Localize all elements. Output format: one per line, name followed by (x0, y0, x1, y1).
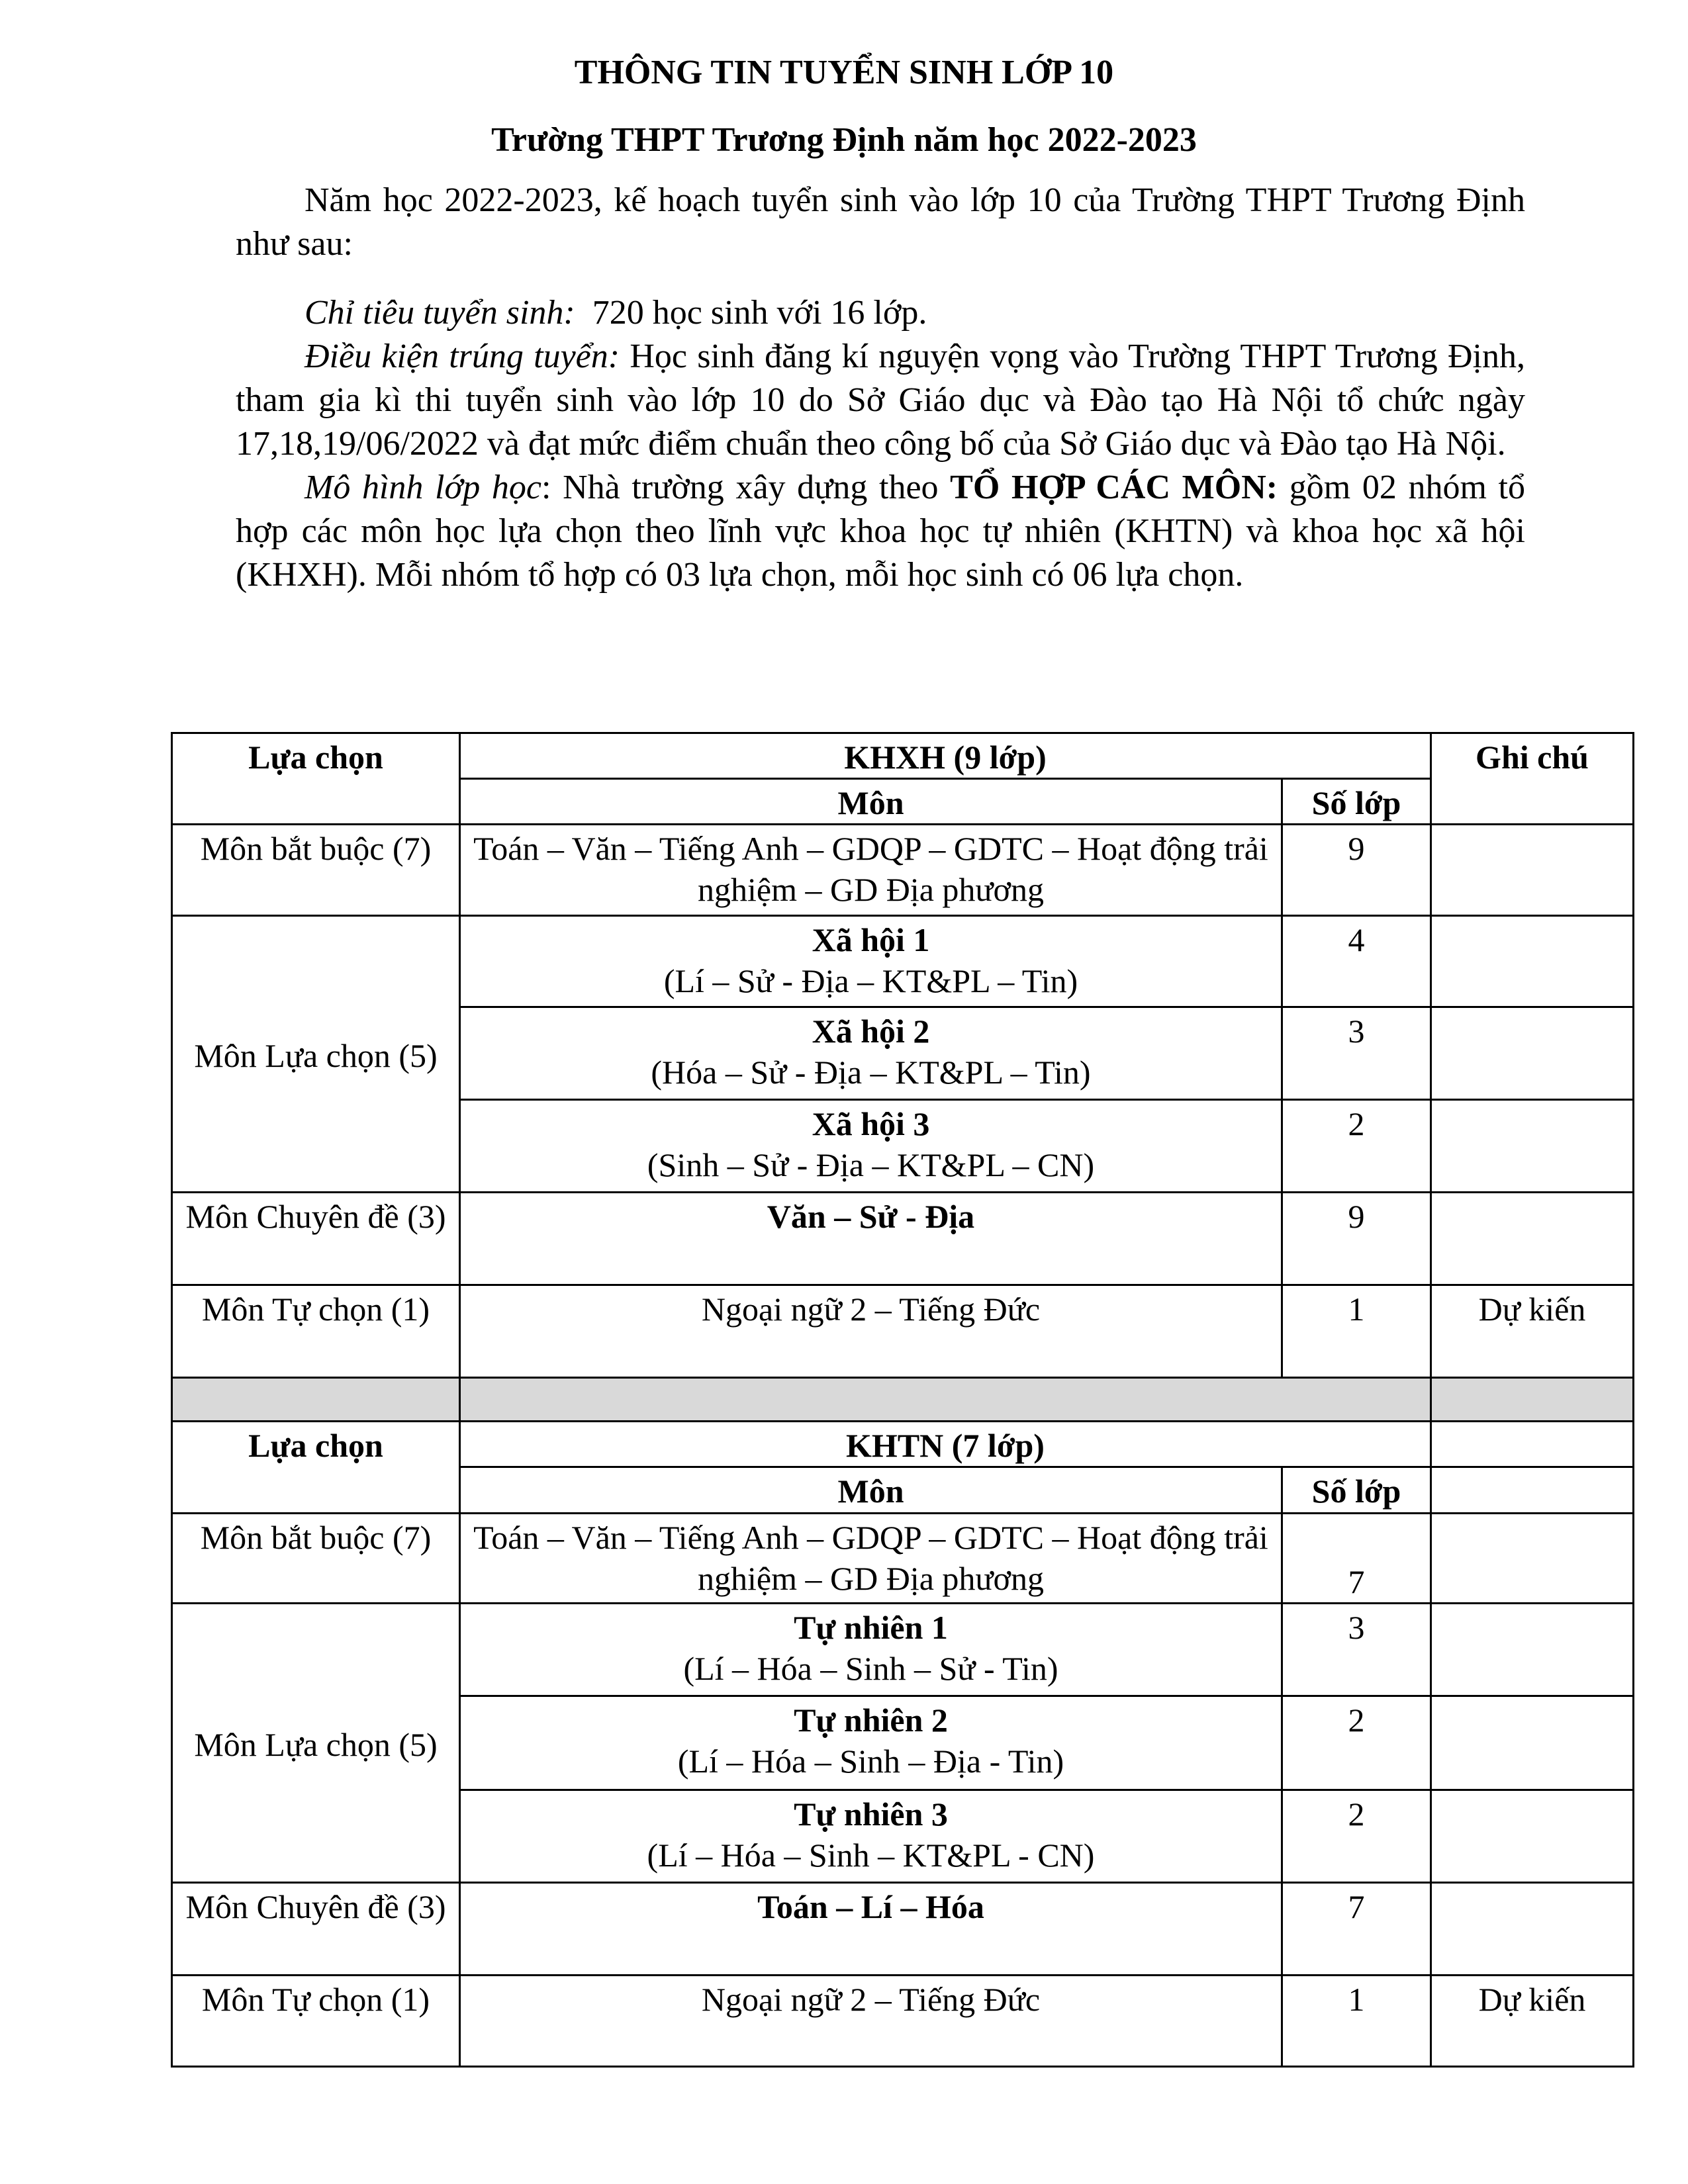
page-subtitle: Trường THPT Trương Định năm học 2022-2023 (491, 121, 1197, 159)
khtn-topic-label: Môn Chuyên đề (3) (172, 1883, 460, 1976)
khxh-elective-row-1 (172, 916, 1634, 1007)
khxh-group-1-classes: 4 (1282, 916, 1431, 1007)
model-pre: : Nhà trường xây dựng theo (541, 469, 951, 506)
intro-text: Năm học 2022-2023, kế hoạch tuyển sinh vào lớp 10 của Trường THPT Trương Định như sau: (236, 181, 1525, 263)
khxh-topic-subjects: Văn – Sử - Địa (460, 1193, 1282, 1285)
khxh-required-row (172, 825, 1634, 916)
khxh-group-3-classes: 2 (1282, 1100, 1431, 1193)
khxh-header-row (172, 733, 1634, 779)
khxh-optional-note: Dự kiến (1431, 1285, 1634, 1378)
khtn-elective-label: Môn Lựa chọn (5) (172, 1604, 460, 1883)
khtn-topic-classes: 7 (1282, 1883, 1431, 1976)
khxh-elective-label: Môn Lựa chọn (5) (172, 916, 460, 1193)
khtn-choice-header: Lựa chọn (172, 1422, 460, 1514)
khtn-subject-header: Môn (460, 1467, 1282, 1514)
khxh-subject-header: Môn (460, 779, 1282, 825)
khxh-group-3-name: Xã hội 3 (812, 1105, 930, 1142)
khxh-group-1 (460, 916, 1282, 1007)
khtn-optional-row (172, 1976, 1634, 2067)
khtn-classes-header: Số lớp (1282, 1467, 1431, 1514)
khxh-optional-classes: 1 (1282, 1285, 1431, 1378)
khxh-note-header: Ghi chú (1431, 733, 1634, 825)
admission-table (171, 732, 1634, 2068)
khtn-group-3-subjects: (Lí – Hóa – Sinh – KT&PL - CN) (647, 1837, 1095, 1874)
khxh-required-subjects: Toán – Văn – Tiếng Anh – GDQP – GDTC – Hoạt động trải nghiệm – GD Địa phương (460, 825, 1282, 916)
khtn-group-1-name: Tự nhiên 1 (794, 1609, 948, 1646)
khtn-group-1-note (1431, 1604, 1634, 1696)
khtn-group-2 (460, 1696, 1282, 1790)
khxh-topic-row (172, 1193, 1634, 1285)
khtn-group-3-classes: 2 (1282, 1790, 1431, 1883)
khxh-group-2-subjects: (Hóa – Sử - Địa – KT&PL – Tin) (651, 1054, 1091, 1091)
khtn-group-3-name: Tự nhiên 3 (794, 1796, 948, 1833)
khtn-group-3 (460, 1790, 1282, 1883)
condition-line (236, 335, 1525, 466)
khtn-group-3-note (1431, 1790, 1634, 1883)
khxh-required-note (1431, 825, 1634, 916)
khtn-optional-subjects: Ngoại ngữ 2 – Tiếng Đức (460, 1976, 1282, 2067)
model-post: gồm 02 nhóm tổ hợp các môn học lựa chọn theo lĩnh vực khoa học tự nhiên (KHTN) và khoa học xã hội (KHXH). Mỗi nhóm tổ hợp có 03 lựa chọn, mỗi học sinh có 06 lựa chọn. (236, 469, 1525, 594)
khtn-group-2-note (1431, 1696, 1634, 1790)
khxh-group-2-name: Xã hội 2 (812, 1013, 930, 1050)
khtn-group-1 (460, 1604, 1282, 1696)
khxh-optional-subjects: Ngoại ngữ 2 – Tiếng Đức (460, 1285, 1282, 1378)
khxh-topic-note (1431, 1193, 1634, 1285)
khtn-optional-label: Môn Tự chọn (1) (172, 1976, 460, 2067)
quota-line (236, 291, 1525, 335)
khxh-required-label: Môn bắt buộc (7) (172, 825, 460, 916)
khxh-topic-classes: 9 (1282, 1193, 1431, 1285)
khtn-heading: KHTN (7 lớp) (460, 1422, 1431, 1467)
model-label: Mô hình lớp học (305, 469, 541, 506)
khxh-group-1-subjects: (Lí – Sử - Địa – KT&PL – Tin) (663, 962, 1078, 999)
intro-paragraph (236, 179, 1525, 266)
quota-text: 720 học sinh với 16 lớp. (592, 294, 927, 332)
khxh-required-classes: 9 (1282, 825, 1431, 916)
quota-label: Chỉ tiêu tuyển sinh: (305, 294, 575, 332)
khxh-group-1-name: Xã hội 1 (812, 921, 930, 958)
condition-text: Học sinh đăng kí nguyện vọng vào Trường THPT Trương Định, tham gia kì thi tuyển sinh vào lớp 10 do Sở Giáo dục và Đào tạo Hà Nội tổ chức ngày 17,18,19/06/2022 và đạt mức điểm chuẩn theo công bố của Sở Giáo dục và Đào tạo Hà Nội. (236, 338, 1525, 463)
khtn-topic-note (1431, 1883, 1634, 1976)
khxh-group-2 (460, 1007, 1282, 1100)
khxh-choice-header: Lựa chọn (172, 733, 460, 825)
khxh-group-1-note (1431, 916, 1634, 1007)
khtn-group-2-subjects: (Lí – Hóa – Sinh – Địa - Tin) (677, 1743, 1064, 1780)
khxh-group-2-classes: 3 (1282, 1007, 1431, 1100)
khtn-required-classes: 7 (1282, 1514, 1431, 1604)
khtn-elective-row-1 (172, 1604, 1634, 1696)
condition-label: Điều kiện trúng tuyển: (305, 338, 620, 375)
khxh-topic-label: Môn Chuyên đề (3) (172, 1193, 460, 1285)
khtn-required-note (1431, 1514, 1634, 1604)
khxh-optional-label: Môn Tự chọn (1) (172, 1285, 460, 1378)
khtn-group-2-classes: 2 (1282, 1696, 1431, 1790)
khtn-header-row (172, 1422, 1634, 1467)
khtn-optional-classes: 1 (1282, 1976, 1431, 2067)
khxh-heading: KHXH (9 lớp) (460, 733, 1431, 779)
model-line (236, 466, 1525, 597)
khtn-optional-note: Dự kiến (1431, 1976, 1634, 2067)
model-bold: TỔ HỢP CÁC MÔN: (950, 469, 1278, 506)
khtn-topic-subjects: Toán – Lí – Hóa (460, 1883, 1282, 1976)
khxh-optional-row (172, 1285, 1634, 1378)
khxh-group-3 (460, 1100, 1282, 1193)
khtn-required-row (172, 1514, 1634, 1604)
page-title: THÔNG TIN TUYỂN SINH LỚP 10 (574, 54, 1114, 91)
separator-row (172, 1378, 1634, 1422)
khxh-group-3-note (1431, 1100, 1634, 1193)
khtn-topic-row (172, 1883, 1634, 1976)
khtn-required-label: Môn bắt buộc (7) (172, 1514, 460, 1604)
khtn-group-2-name: Tự nhiên 2 (794, 1702, 948, 1739)
khtn-group-1-classes: 3 (1282, 1604, 1431, 1696)
details-paragraph (236, 291, 1525, 597)
khxh-classes-header: Số lớp (1282, 779, 1431, 825)
khtn-required-subjects: Toán – Văn – Tiếng Anh – GDQP – GDTC – Hoạt động trải nghiệm – GD Địa phương (460, 1514, 1282, 1604)
khxh-group-2-note (1431, 1007, 1634, 1100)
khxh-group-3-subjects: (Sinh – Sử - Địa – KT&PL – CN) (647, 1146, 1095, 1183)
khtn-group-1-subjects: (Lí – Hóa – Sinh – Sử - Tin) (683, 1650, 1058, 1687)
